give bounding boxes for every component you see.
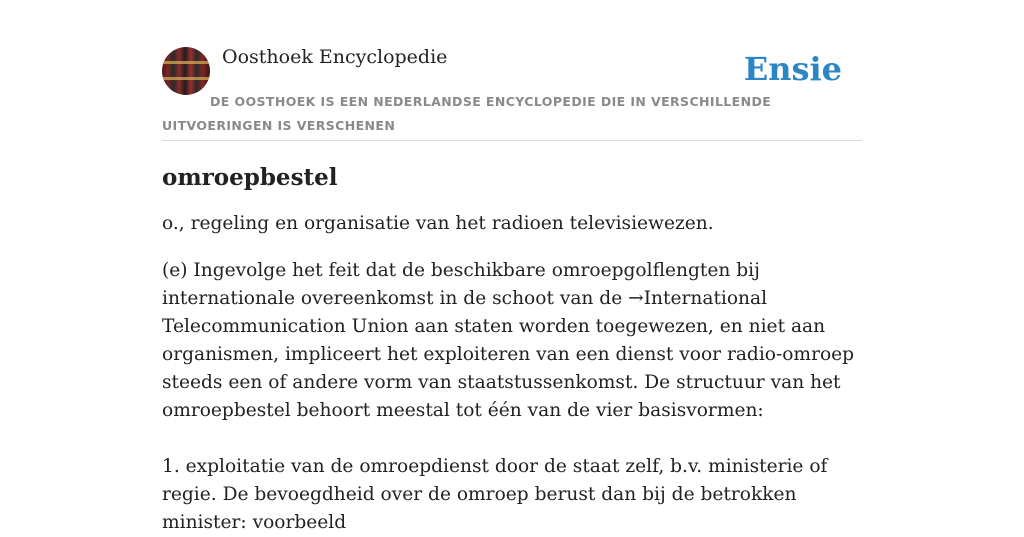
entry-body: (e) Ingevolge het feit dat de beschikbare omroepgolflengten bij internationale overeenkomst in de schoot van de →International Telecommunication Union aan staten worden toegewezen, en niet aan organismen, impliceert het exploiteren van een dienst voor radio-omroep steeds een of andere vorm van staatstussenkomst. De structuur van het omroepbestel behoort meestal tot één van de vier basisvormen:: [162, 260, 855, 421]
entry-list-item: 1. exploitatie van de omroepdienst door de staat zelf, b.v. ministerie of regie. De bevoegdheid over de omroep berust dan bij de betrokken minister: voorbeeld: [162, 456, 828, 533]
site-tagline: DE OOSTHOEK IS EEN NEDERLANDSE ENCYCLOPEDIE DIE IN VERSCHILLENDE UITVOERINGEN IS VERSCHENEN: [162, 94, 772, 133]
entry-content: [162, 160, 867, 537]
avatar-band: [162, 77, 210, 80]
site-name-link[interactable]: Oosthoek Encyclopedie: [222, 46, 448, 68]
header: [162, 40, 862, 141]
entry-title: omroepbestel: [162, 164, 338, 191]
avatar-band: [162, 61, 210, 64]
entry-definition: o., regeling en organisatie van het radioen televisiewezen.: [162, 213, 714, 234]
ensie-logo-link[interactable]: Ensie: [743, 50, 842, 88]
encyclopedia-books-icon[interactable]: [162, 47, 210, 95]
